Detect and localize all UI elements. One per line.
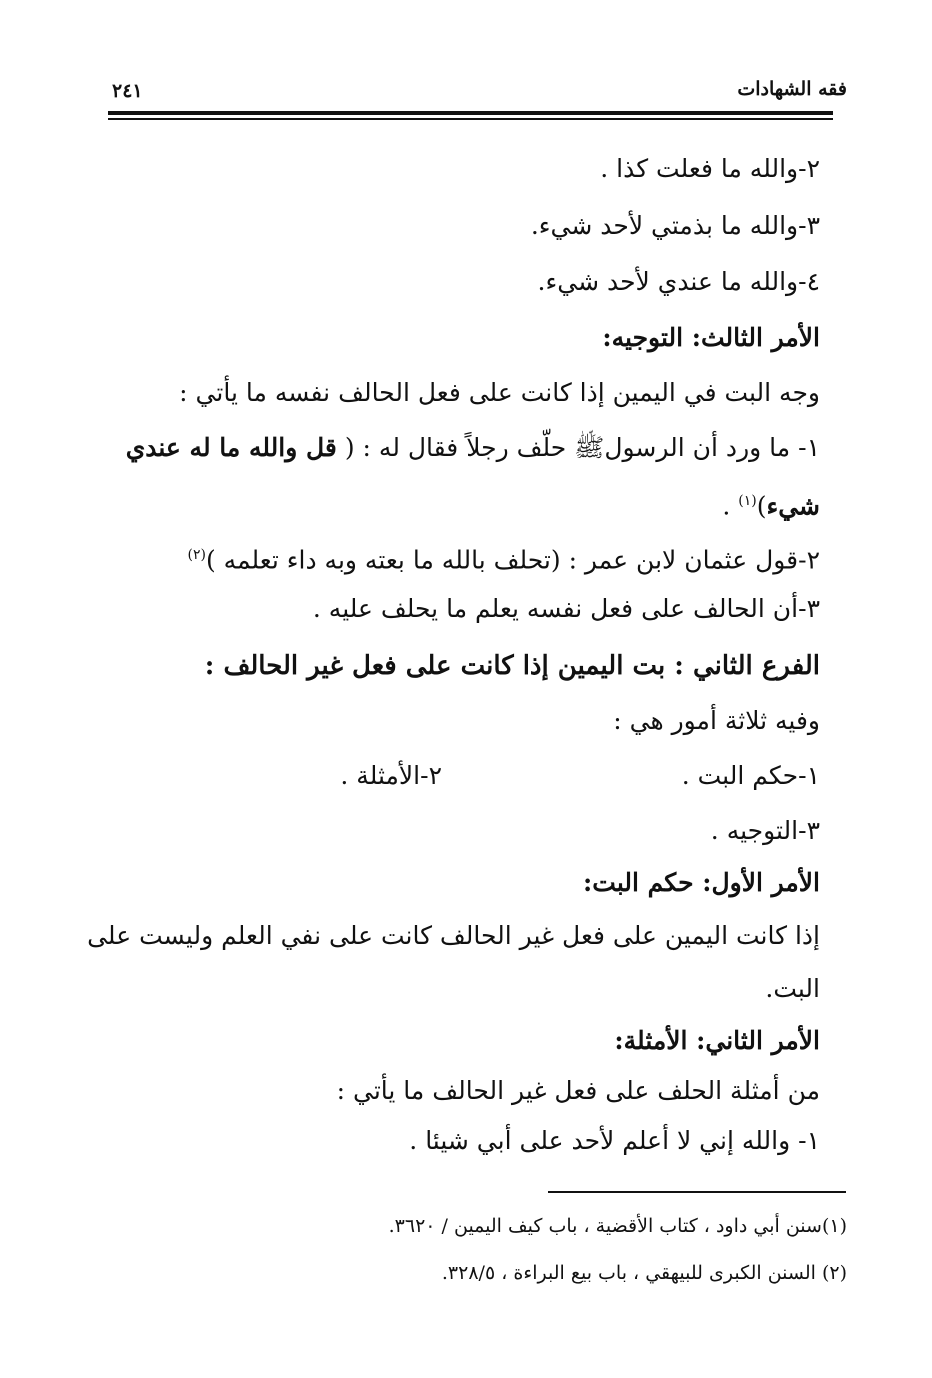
justification-line-1-cont [722,486,820,521]
header-rule-thick [108,111,833,115]
line-end-dot: . [722,491,739,521]
footnote-separator [548,1191,846,1193]
paragraph-examples-intro: من أمثلة الحلف على فعل غير الحالف ما يأتي : [336,1076,820,1105]
subsection-heading-second-branch: الفرع الثاني : بت اليمين إذا كانت على فعل غير الحالف : [204,651,820,681]
footnote-1: (١)سنن أبي داود ، كتاب الأقضية ، باب كيف اليمين / ٣٦٢٠. [388,1215,847,1237]
paragraph-three-matters: وفيه ثلاثة أمور هي : [613,706,820,735]
section-heading-first-matter: الأمر الأول: حكم البت: [583,868,820,897]
paragraph-ruling: إذا كانت اليمين على فعل غير الحالف كانت على نفي العلم وليست على [87,921,820,950]
section-heading-second-matter: الأمر الثاني: الأمثلة: [614,1026,820,1055]
example-line-4: ٤-والله ما عندي لأحد شيء. [537,267,820,296]
hadith-quote-end: شيء [766,491,820,521]
example-line-1: ١- والله إني لا أعلم لأحد على أبي شيئا . [409,1126,820,1155]
paragraph-justification-intro: وجه البت في اليمين إذا كانت على فعل الحالف نفسه ما يأتي : [179,378,820,407]
example-line-2: ٢-والله ما فعلت كذا . [600,154,820,183]
example-line-3: ٣-والله ما بذمتي لأحد شيء. [530,211,820,240]
header-rule-thin [108,118,833,120]
list-item-justification: ٣-التوجيه . [710,816,820,845]
list-item-examples: ٢-الأمثلة . [340,761,442,790]
section-heading-third-matter: الأمر الثالث: التوجيه: [602,323,820,352]
justification-line-3: ٣-أن الحالف على فعل نفسه يعلم ما يحلف عليه . [312,594,820,623]
justification-line-1-text: ١- ما ورد أن الرسولﷺ حلّف رجلاً فقال له : ( [344,433,820,462]
justification-line-2-text: ٢-قول عثمان لابن عمر : (تحلف بالله ما بعته وبه داء تعلمه ) [205,545,820,575]
paragraph-ruling-cont: البت. [765,974,820,1003]
justification-line-1 [126,433,820,463]
page-number: ٢٤١ [112,80,143,102]
list-item-ruling: ١-حكم البت . [681,761,820,790]
running-header-title: فقه الشهادات [737,78,847,100]
justification-line-2 [188,540,821,575]
footnote-2: (٢) السنن الكبرى للبيهقي ، باب بيع البراءة ، ٣٢٨/٥. [441,1262,847,1284]
footnote-ref-2: (٢) [187,547,206,563]
quote-close: ) [756,491,767,521]
hadith-quote-bold: قل والله ما له عندي [125,433,337,462]
footnote-ref-1: (١) [738,493,757,509]
